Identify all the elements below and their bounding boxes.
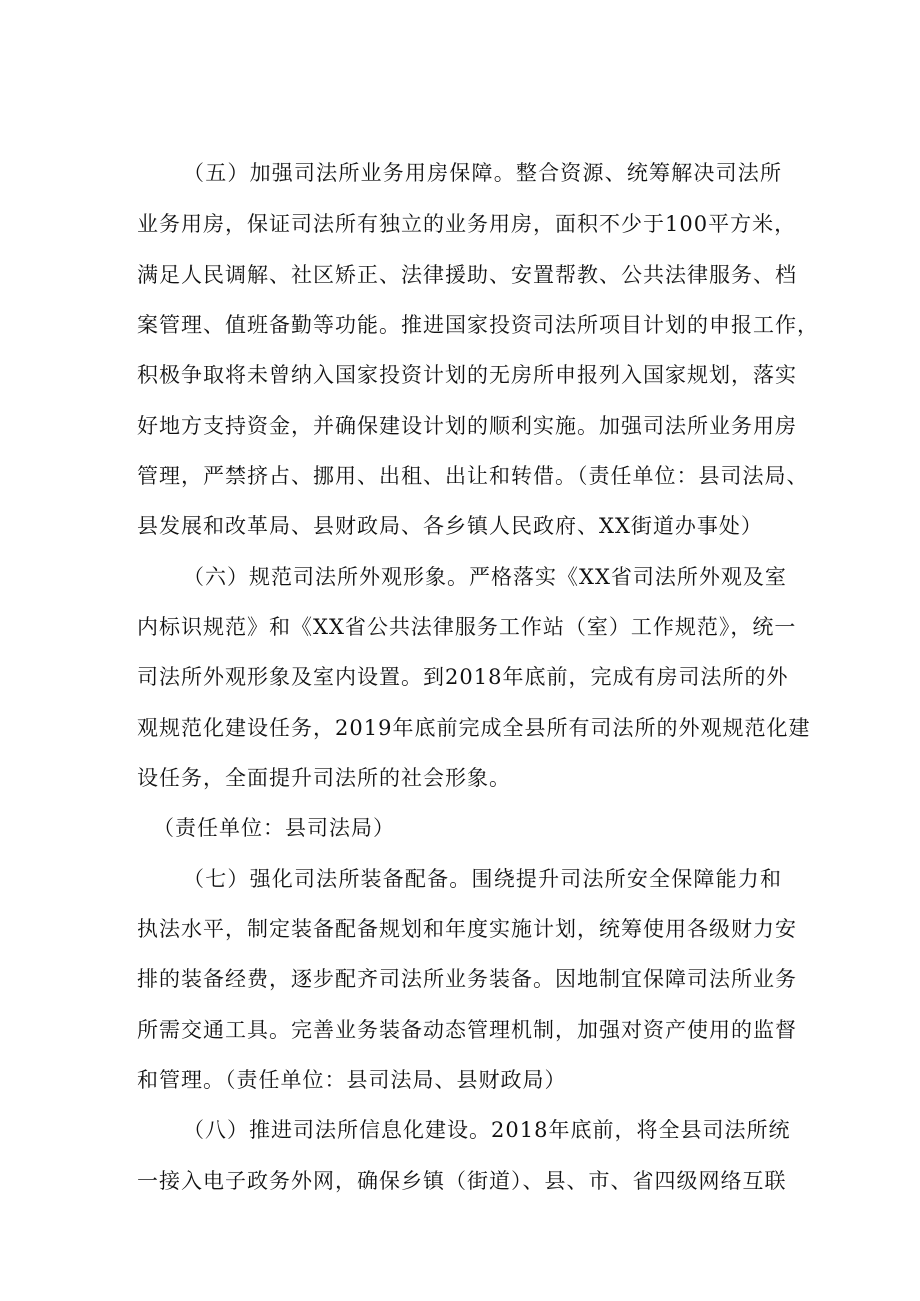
paragraph-5-line-2: 业务用房，保证司法所有独立的业务用房，面积不少于100平方米，	[137, 212, 797, 236]
paragraph-8-line-2: 一接入电子政务外网，确保乡镇（街道）、县、市、省四级网络互联	[137, 1169, 787, 1193]
paragraph-6-line-2: 内标识规范》和《XX省公共法律服务工作站（室）工作规范》，统一	[137, 615, 797, 639]
paragraph-5-line-6: 好地方支持资金，并确保建设计划的顺利实施。加强司法所业务用房	[137, 414, 797, 438]
paragraph-7-line-1: （七）强化司法所装备配备。围绕提升司法所安全保障能力和	[183, 867, 782, 891]
paragraph-5-line-1: （五）加强司法所业务用房保障。整合资源、统筹解决司法所	[183, 161, 782, 185]
paragraph-7-line-4: 所需交通工具。完善业务装备动态管理机制，加强对资产使用的监督	[137, 1018, 797, 1042]
paragraph-5-line-8: 县发展和改革局、县财政局、各乡镇人民政府、XX街道办事处）	[137, 514, 763, 538]
paragraph-6-line-5: 设任务，全面提升司法所的社会形象。	[137, 766, 511, 790]
paragraph-6-line-1: （六）规范司法所外观形象。严格落实《XX省司法所外观及室	[183, 565, 787, 589]
paragraph-7-line-5: 和管理。（责任单位：县司法局、县财政局）	[137, 1068, 567, 1092]
paragraph-6-line-3: 司法所外观形象及室内设置。到2018年底前，完成有房司法所的外	[137, 665, 789, 689]
paragraph-7-line-3: 排的装备经费，逐步配齐司法所业务装备。因地制宜保障司法所业务	[137, 967, 797, 991]
paragraph-6-line-4: 观规范化建设任务，2019年底前完成全县所有司法所的外观规范化建	[137, 716, 811, 740]
paragraph-5-line-7: 管理，严禁挤占、挪用、出租、出让和转借。（责任单位：县司法局、	[137, 464, 809, 488]
paragraph-5-line-5: 积极争取将未曾纳入国家投资计划的无房所申报列入国家规划，落实	[137, 363, 797, 387]
paragraph-6-responsibility: （责任单位：县司法局）	[153, 816, 395, 840]
paragraph-5-line-3: 满足人民调解、社区矫正、法律援助、安置帮教、公共法律服务、档	[137, 263, 797, 287]
paragraph-5-line-4: 案管理、值班备勤等功能。推进国家投资司法所项目计划的申报工作，	[137, 313, 819, 337]
paragraph-8-line-1: （八）推进司法所信息化建设。2018年底前，将全县司法所统	[183, 1118, 791, 1142]
paragraph-7-line-2: 执法水平，制定装备配备规划和年度实施计划，统筹使用各级财力安	[137, 917, 797, 941]
